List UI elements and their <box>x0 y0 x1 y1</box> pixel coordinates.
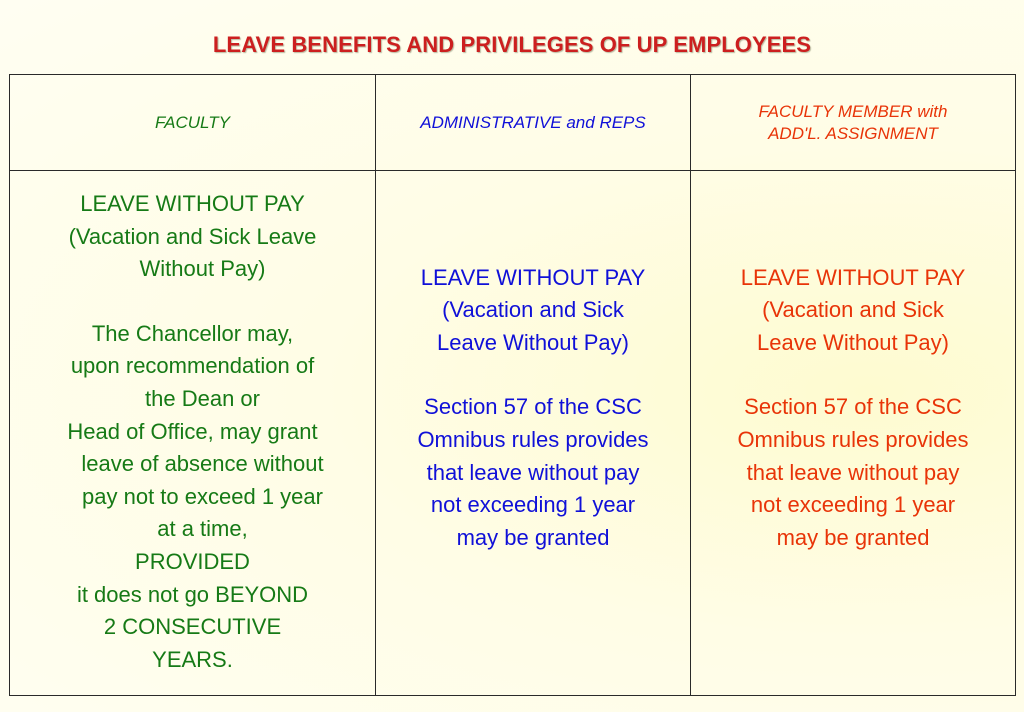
leave-benefits-table <box>9 74 1016 696</box>
cell-body-line: YEARS. <box>152 646 233 672</box>
cell-heading-line: Leave Without Pay) <box>757 329 949 355</box>
admin-cell <box>376 171 691 696</box>
faculty-cell <box>10 171 376 696</box>
cell-body-line: Head of Office, may grant <box>67 418 318 444</box>
cell-body-line: The Chancellor may, <box>91 320 294 346</box>
cell-body-line: may be granted <box>456 524 610 550</box>
cell-body-line: 2 CONSECUTIVE <box>103 614 282 640</box>
cell-body-line: the Dean or <box>145 385 260 411</box>
column-header-label: FACULTY <box>155 112 230 132</box>
cell-body-line: Section 57 of the CSC <box>744 394 962 420</box>
cell-body-line: Omnibus rules provides <box>417 427 649 452</box>
table-row <box>10 171 1016 696</box>
cell-heading-line: Leave Without Pay) <box>437 329 629 355</box>
cell-body-line: Section 57 of the CSC <box>424 394 642 420</box>
page-title: LEAVE BENEFITS AND PRIVILEGES OF UP EMPLOYEES <box>212 32 812 57</box>
cell-body-line: not exceeding 1 year <box>750 492 956 518</box>
table-header-row <box>10 75 1016 171</box>
cell-body-line: not exceeding 1 year <box>430 492 636 518</box>
column-header-label: ADMINISTRATIVE and REPS <box>420 112 646 132</box>
cell-heading-line: (Vacation and Sick Leave <box>68 223 317 249</box>
column-header-label-line: FACULTY MEMBER with <box>758 101 948 121</box>
cell-body-line: at a time, <box>157 516 248 542</box>
column-header-administrative <box>376 75 691 171</box>
cell-body-line: PROVIDED <box>135 548 250 574</box>
cell-body-line: Omnibus rules provides <box>737 427 969 452</box>
cell-heading-line: LEAVE WITHOUT PAY <box>80 191 305 216</box>
cell-heading-line: (Vacation and Sick <box>442 297 624 323</box>
cell-heading-line: Without Pay) <box>139 256 266 282</box>
cell-heading-line: LEAVE WITHOUT PAY <box>420 264 646 290</box>
cell-heading-line: LEAVE WITHOUT PAY <box>740 264 966 290</box>
cell-body-line: that leave without pay <box>746 459 960 485</box>
cell-body-line: may be granted <box>776 524 930 550</box>
cell-body-line: it does not go BEYOND <box>76 581 309 607</box>
faculty-addl-cell <box>691 171 1016 696</box>
cell-body-line: leave of absence without <box>81 451 324 477</box>
cell-body-line: pay not to exceed 1 year <box>82 483 323 509</box>
cell-heading-line: (Vacation and Sick <box>762 297 944 323</box>
cell-body-line: upon recommendation of <box>70 353 315 379</box>
column-header-faculty <box>10 75 376 171</box>
cell-body-line: that leave without pay <box>426 459 640 485</box>
column-header-label-line: ADD'L. ASSIGNMENT <box>768 123 938 143</box>
column-header-faculty-addl-assignment <box>691 75 1016 171</box>
